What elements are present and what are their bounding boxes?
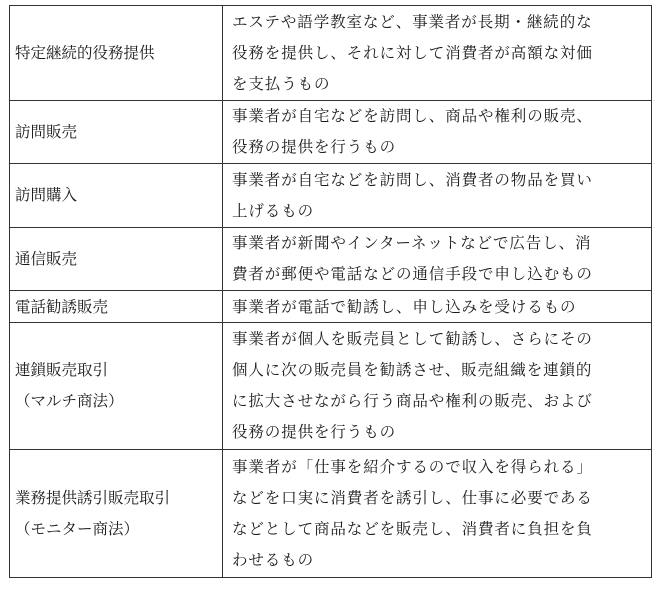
description-line: などを口実に消費者を誘引し、仕事に必要である [232, 488, 593, 507]
table-row [10, 101, 652, 164]
description-line: わせるもの [232, 550, 315, 569]
description-line: 役務を提供し、それに対して消費者が高額な対価 [232, 43, 593, 62]
table-row [10, 164, 652, 228]
term-cell [10, 101, 223, 164]
term-label: 訪問販売 [15, 122, 78, 141]
table-row [10, 6, 652, 101]
table-row [10, 291, 652, 323]
term-label: 電話勧誘販売 [15, 297, 109, 316]
description-cell [223, 6, 652, 101]
description-line: などとして商品などを販売し、消費者に負担を負 [232, 519, 593, 538]
description-line: 事業者が電話で勧誘し、申し込みを受けるもの [232, 297, 577, 316]
term-label: 特定継続的役務提供 [15, 43, 155, 62]
term-sublabel: （モニター商法） [15, 519, 140, 538]
term-cell [10, 323, 223, 450]
term-cell [10, 6, 223, 101]
table-row [10, 228, 652, 291]
description-line: エステや語学教室など、事業者が長期・継続的な [232, 12, 593, 31]
term-label: 通信販売 [15, 249, 78, 268]
description-line: 事業者が個人を販売員として勧誘し、さらにその [232, 330, 593, 348]
description-line: 個人に次の販売員を勧誘させ、販売組織を連鎖的 [232, 361, 593, 379]
transaction-types-table [9, 5, 652, 578]
description-cell [223, 228, 652, 291]
description-line: 事業者が自宅などを訪問し、消費者の物品を買い [232, 170, 593, 189]
term-label: 訪問購入 [15, 186, 78, 204]
description-line: を支払うもの [232, 74, 331, 93]
description-line: に拡大させながら行う商品や権利の販売、および [232, 392, 593, 410]
term-cell [10, 291, 223, 323]
term-cell [10, 450, 223, 578]
term-label: 業務提供誘引販売取引 [15, 488, 171, 507]
table-row [10, 323, 652, 450]
term-sublabel: （マルチ商法） [15, 392, 124, 410]
description-cell [223, 101, 652, 164]
description-line: 費者が郵便や電話などの通信手段で申し込むもの [232, 265, 593, 283]
description-line: 役務の提供を行うもの [232, 138, 397, 156]
description-line: 事業者が自宅などを訪問し、商品や権利の販売、 [232, 107, 593, 125]
description-cell [223, 164, 652, 228]
term-cell [10, 228, 223, 291]
table-row [10, 450, 652, 578]
description-line: 事業者が新聞やインターネットなどで広告し、消 [232, 234, 592, 252]
description-cell [223, 450, 652, 578]
description-cell [223, 291, 652, 323]
description-line: 事業者が「仕事を紹介するので収入を得られる」 [232, 457, 593, 476]
term-label: 連鎖販売取引 [15, 361, 109, 379]
term-cell [10, 164, 223, 228]
description-cell [223, 323, 652, 450]
description-line: 役務の提供を行うもの [232, 423, 397, 441]
description-line: 上げるもの [232, 201, 315, 220]
